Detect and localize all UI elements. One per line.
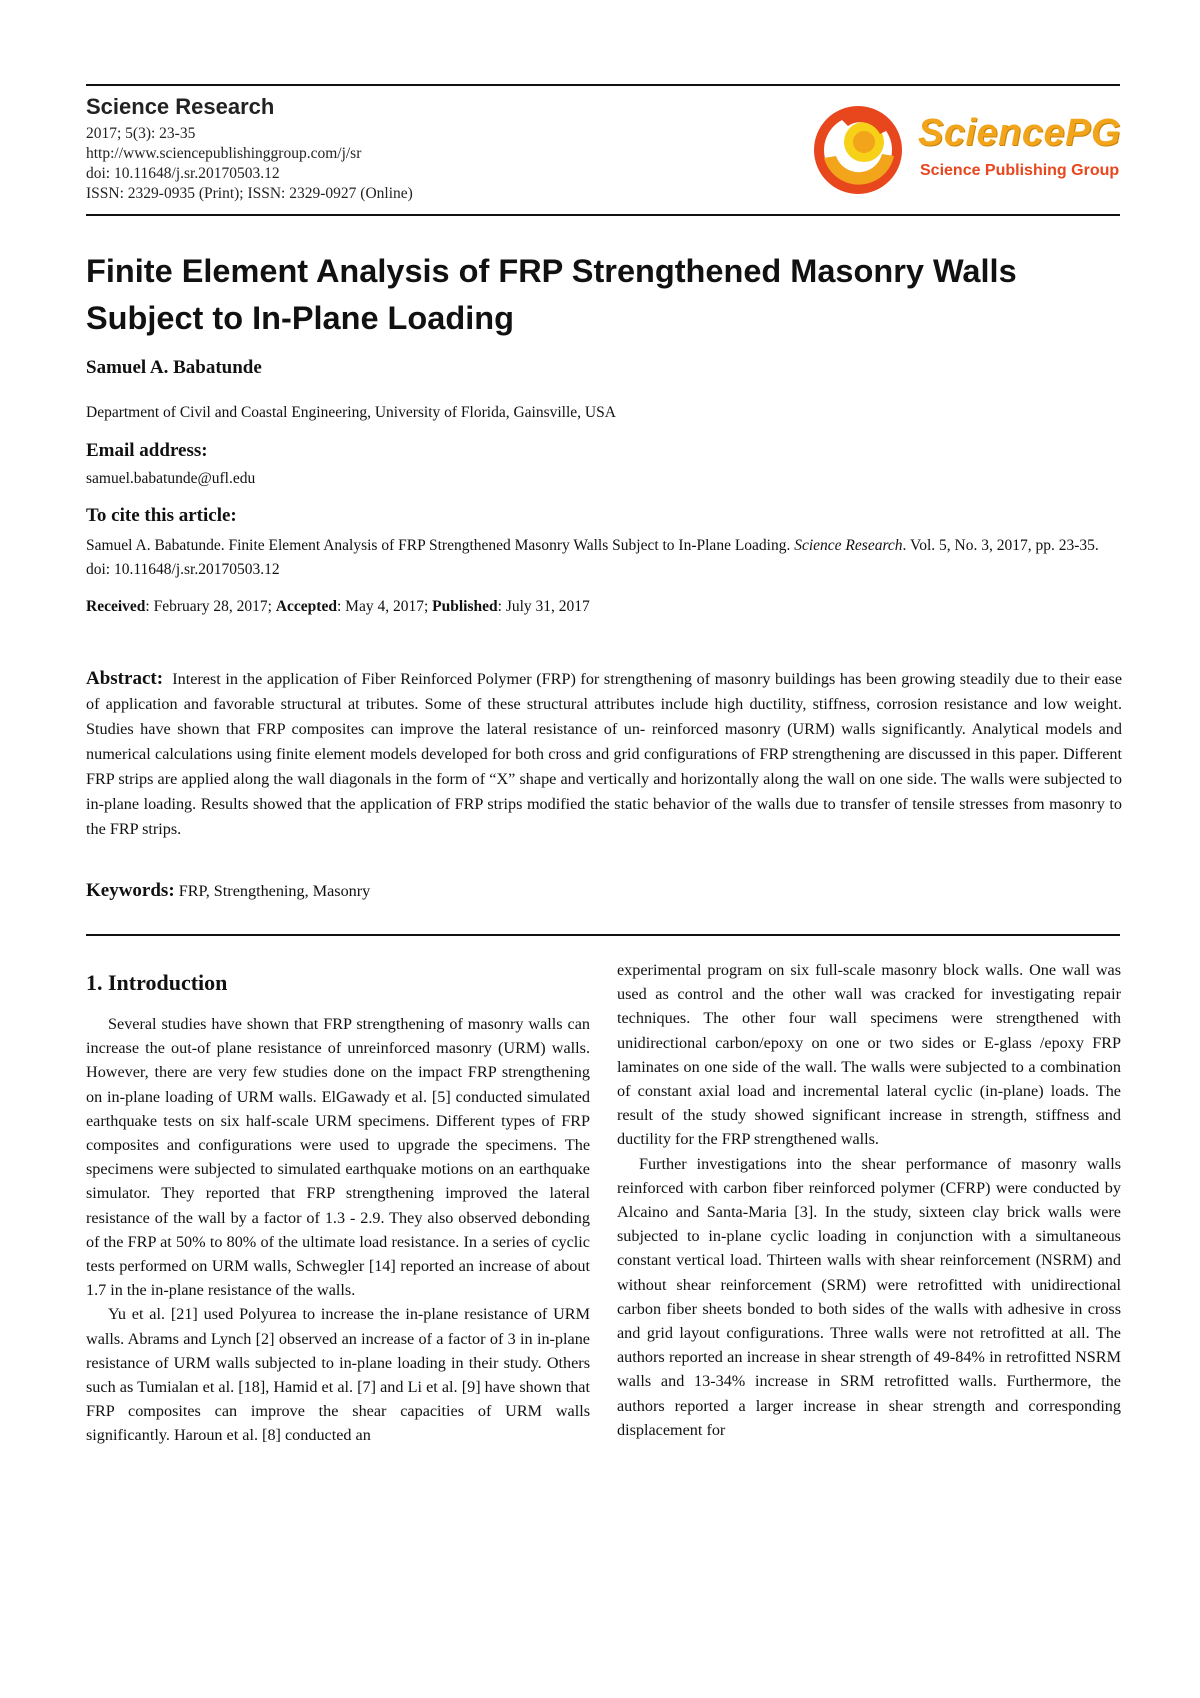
left-column <box>86 1012 590 1448</box>
citation-journal: Science Research <box>794 537 903 554</box>
cite-heading: To cite this article: <box>86 505 237 526</box>
author-name: Samuel A. Babatunde <box>86 357 262 378</box>
journal-info <box>86 94 706 204</box>
keywords-label: Keywords: <box>86 880 175 901</box>
logo-subtitle: Science Publishing Group <box>920 162 1120 179</box>
paragraph: Further investigations into the shear performance of masonry walls reinforced with carbon fiber reinforced polymer (CFRP) were conducted by Alcaino and Santa-Maria [3]. In the study, sixteen clay brick walls were subjected to in-plane cyclic loading in conjunction with a simultaneous constant vertical load. Thirteen walls with shear reinforcement (NSRM) and without shear reinforcement (SRM) were retrofitted with unidirectional carbon fiber sheets bonded to both sides of the walls with adhesive in cross and grid layout configurations. Three walls were not retrofitted at all. The authors reported an increase in shear strength of 49-84% in retrofitted NSRM walls and 13-34% increase in SRM retrofitted walls. Furthermore, the authors reported a larger increase in shear strength and corresponding displacement for <box>617 1154 1121 1439</box>
published-label: Published <box>432 598 498 615</box>
accepted-date: May 4, 2017 <box>345 598 424 615</box>
abstract-label: Abstract: <box>86 668 164 689</box>
abstract-bottom-rule <box>86 934 1120 936</box>
citation-details: . Vol. 5, No. 3, 2017, pp. 23-35. doi: 10.11648/j.sr.20170503.12 <box>86 537 1099 578</box>
email-heading: Email address: <box>86 440 208 461</box>
paragraph: experimental program on six full-scale masonry block walls. One wall was used as control and the other wall was cracked for investigating repair techniques. The other four wall specimens were strengthened with unidirectional carbon/epoxy on one or two sides or E-glass /epoxy FRP laminates on one side of the wall. The walls were subjected to a combination of constant axial load and incremental lateral cyclic (in-plane) loads. The result of the study showed significant increase in strength, stiffness and ductility for the FRP strengthened walls. <box>617 961 1121 1149</box>
sciencepg-logo-icon <box>812 100 912 200</box>
citation-text: Samuel A. Babatunde. Finite Element Analysis of FRP Strengthened Masonry Walls Subject to In-Plane Loading. <box>86 537 791 554</box>
keywords <box>86 880 370 902</box>
section-heading-introduction: 1. Introduction <box>86 970 228 995</box>
paragraph: Yu et al. [21] used Polyurea to increase the in-plane resistance of URM walls. Abrams and Lynch [2] observed an increase of a factor of 3 in in-plane resistance of URM walls subjected to in-plane loading in their study. Others such as Tumialan et al. [18], Hamid et al. [7] and Li et al. [9] have shown that FRP composites can improve the shear capacities of URM walls significantly. Haroun et al. [8] conducted an <box>86 1305 590 1445</box>
publisher-logo <box>812 100 1122 200</box>
abstract-text: Interest in the application of Fiber Reinforced Polymer (FRP) for strengthening of masonry buildings has been growing steadily due to their ease of application and favorable structural at tributes. Some of these structural attributes include high ductility, stiffness, corrosion resistance and low weight. Studies have shown that FRP composites can improve the lateral resistance of un- reinforced masonry (URM) walls significantly. Analytical models and numerical calculations using finite element models developed for both cross and grid configurations of FRP strengthening are discussed in this paper. Different FRP strips are applied along the wall diagonals in the form of “X” shape and vertically and horizontally along the wall on one side. The walls were subjected to in-plane loading. Results showed that the application of FRP strips modified the static behavior of the walls due to transfer of tensile stresses from masonry to the FRP strips. <box>86 670 1123 838</box>
received-date: February 28, 2017 <box>153 598 268 615</box>
header-top-rule <box>86 84 1120 86</box>
received-label: Received <box>86 598 146 615</box>
abstract <box>86 666 1122 842</box>
published-date: July 31, 2017 <box>505 598 590 615</box>
article-title: Finite Element Analysis of FRP Strengthened Masonry Walls Subject to In-Plane Loading <box>86 253 1017 336</box>
header-bottom-rule <box>86 214 1120 216</box>
issn: ISSN: 2329-0935 (Print); ISSN: 2329-0927 (Online) <box>86 185 413 202</box>
paragraph: Several studies have shown that FRP strengthening of masonry walls can increase the out-of plane resistance of unreinforced masonry (URM) walls. However, there are very few studies done on the impact FRP strengthening on in-plane loading of URM walls. ElGawady et al. [5] conducted simulated earthquake tests on six half-scale URM specimens. Different types of FRP composites and configurations were used to upgrade the specimens. The specimens were subjected to simulated earthquake motions on an earthquake simulator. They reported that FRP strengthening improved the lateral resistance of the wall by a factor of 1.3 - 2.9. They also observed debonding of the FRP at 50% to 80% of the ultimate load resistance. In a series of cyclic tests performed on URM walls, Schwegler [14] reported an increase of about 1.7 in the in-plane resistance of the walls. <box>86 1015 590 1300</box>
keywords-list: FRP, Strengthening, Masonry <box>178 882 371 900</box>
author-email[interactable]: samuel.babatunde@ufl.edu <box>86 470 256 487</box>
author-affiliation: Department of Civil and Coastal Engineering, University of Florida, Gainsville, USA <box>86 404 616 421</box>
logo-wordmark: SciencePG <box>918 112 1122 154</box>
publication-dates: Received: February 28, 2017; Accepted: May 4, 2017; Published: July 31, 2017 <box>86 598 590 615</box>
journal-url[interactable]: http://www.sciencepublishinggroup.com/j/sr <box>86 145 362 162</box>
volume-pages: 2017; 5(3): 23-35 <box>86 125 196 142</box>
doi: doi: 10.11648/j.sr.20170503.12 <box>86 165 280 182</box>
citation <box>86 534 1126 582</box>
accepted-label: Accepted <box>275 598 337 615</box>
right-column <box>617 958 1121 1442</box>
journal-name: Science Research <box>86 94 275 119</box>
